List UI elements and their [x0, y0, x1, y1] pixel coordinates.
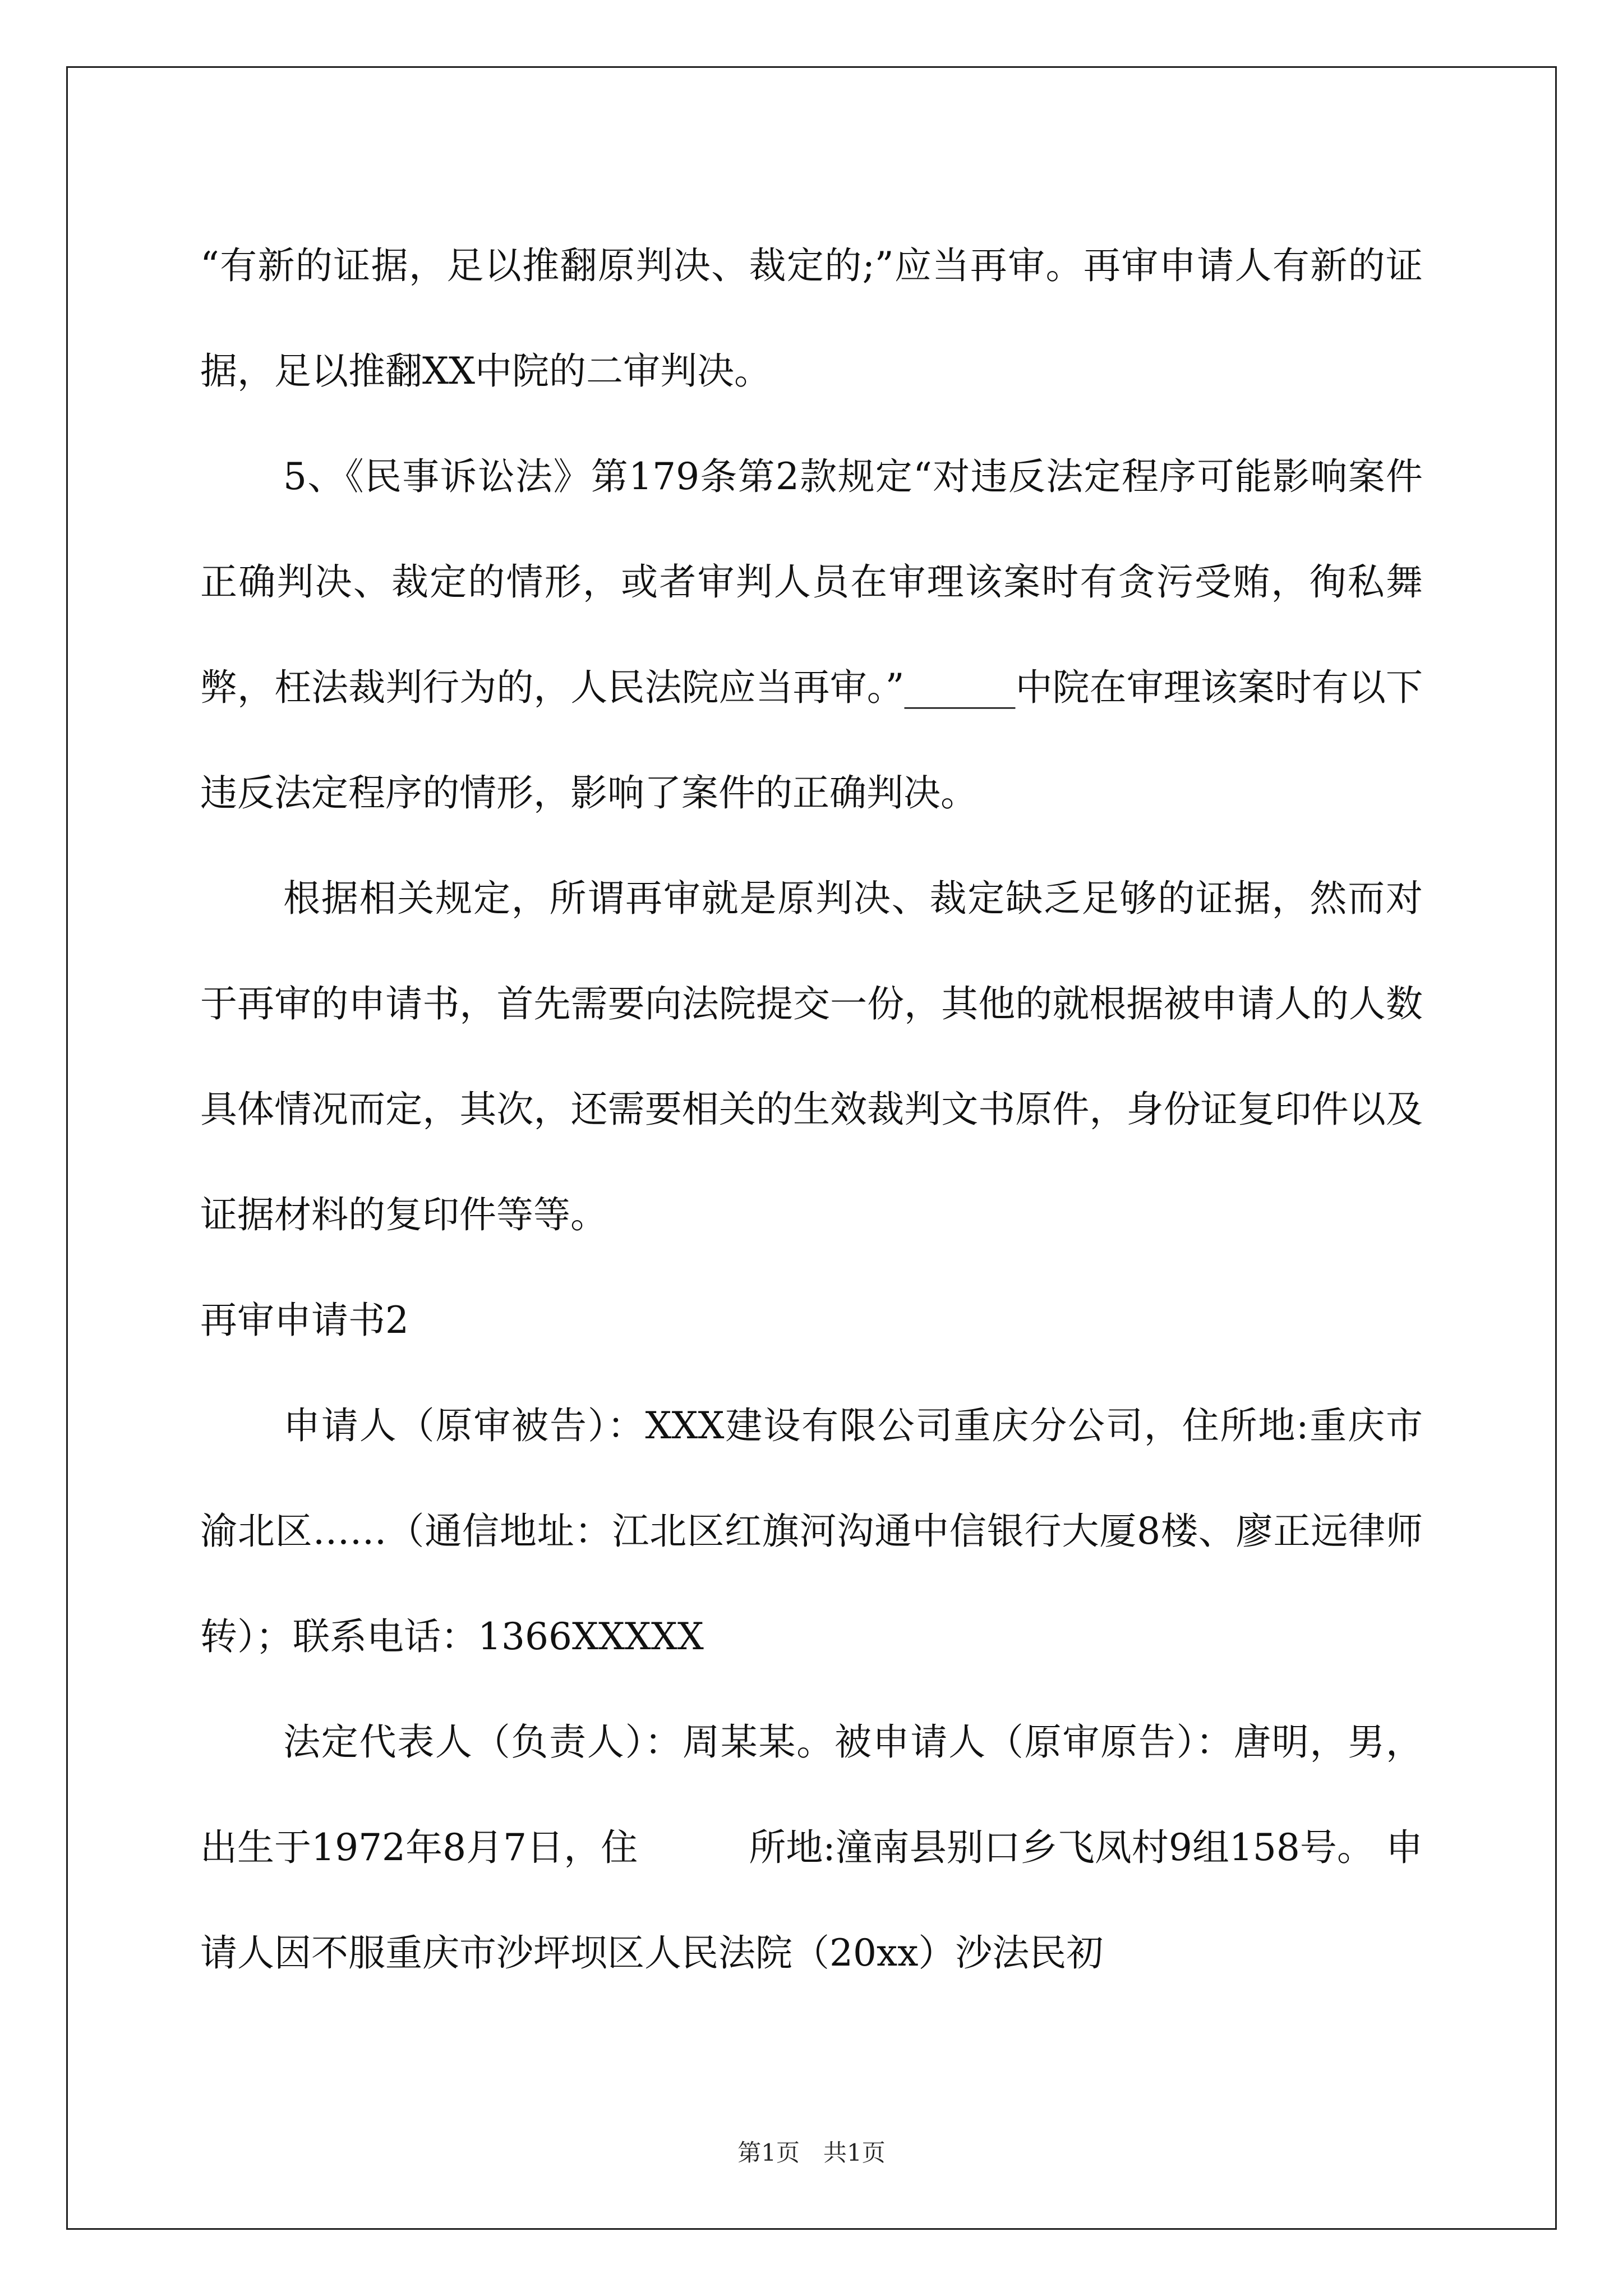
document-body: [200, 213, 1423, 2006]
page-number-footer: 第1页 共1页: [737, 2139, 886, 2166]
paragraph-representative: 法定代表人（负责人）：周某某。被申请人（原审原告）：唐明，男，出生于1972年8月7日，住 所地:潼南县别口乡飞凤村9组158号。 申请人因不服重庆市沙坪坝区人民法院（20xx）沙法民初: [200, 1720, 1423, 1975]
paragraph-applicant: 申请人（原审被告）：XXX建设有限公司重庆分公司，住所地:重庆市渝北区……（通信地址：江北区红旗河沟通中信银行大厦8楼、廖正远律师转）；联系电话：1366XXXXX: [200, 1404, 1423, 1658]
section-heading: 再审申请书2: [200, 1299, 409, 1342]
paragraph-3: 根据相关规定，所谓再审就是原判决、裁定缺乏足够的证据，然而对于再审的申请书，首先需要向法院提交一份，其他的就根据被申请人的人数具体情况而定，其次，还需要相关的生效裁判文书原件，身份证复印件以及证据材料的复印件等等。: [200, 877, 1423, 1236]
paragraph-1: “有新的证据，足以推翻原判决、裁定的;”应当再审。再审申请人有新的证据，足以推翻XX中院的二审判决。: [200, 244, 1423, 393]
paragraph-2: 5、《民事诉讼法》第179条第2款规定“对违反法定程序可能影响案件正确判决、裁定的情形，或者审判人员在审理该案时有贪污受贿，徇私舞弊，枉法裁判行为的，人民法院应当再审。”______中院在审理该案时有以下违反法定程序的情形，影响了案件的正确判决。: [200, 455, 1423, 815]
